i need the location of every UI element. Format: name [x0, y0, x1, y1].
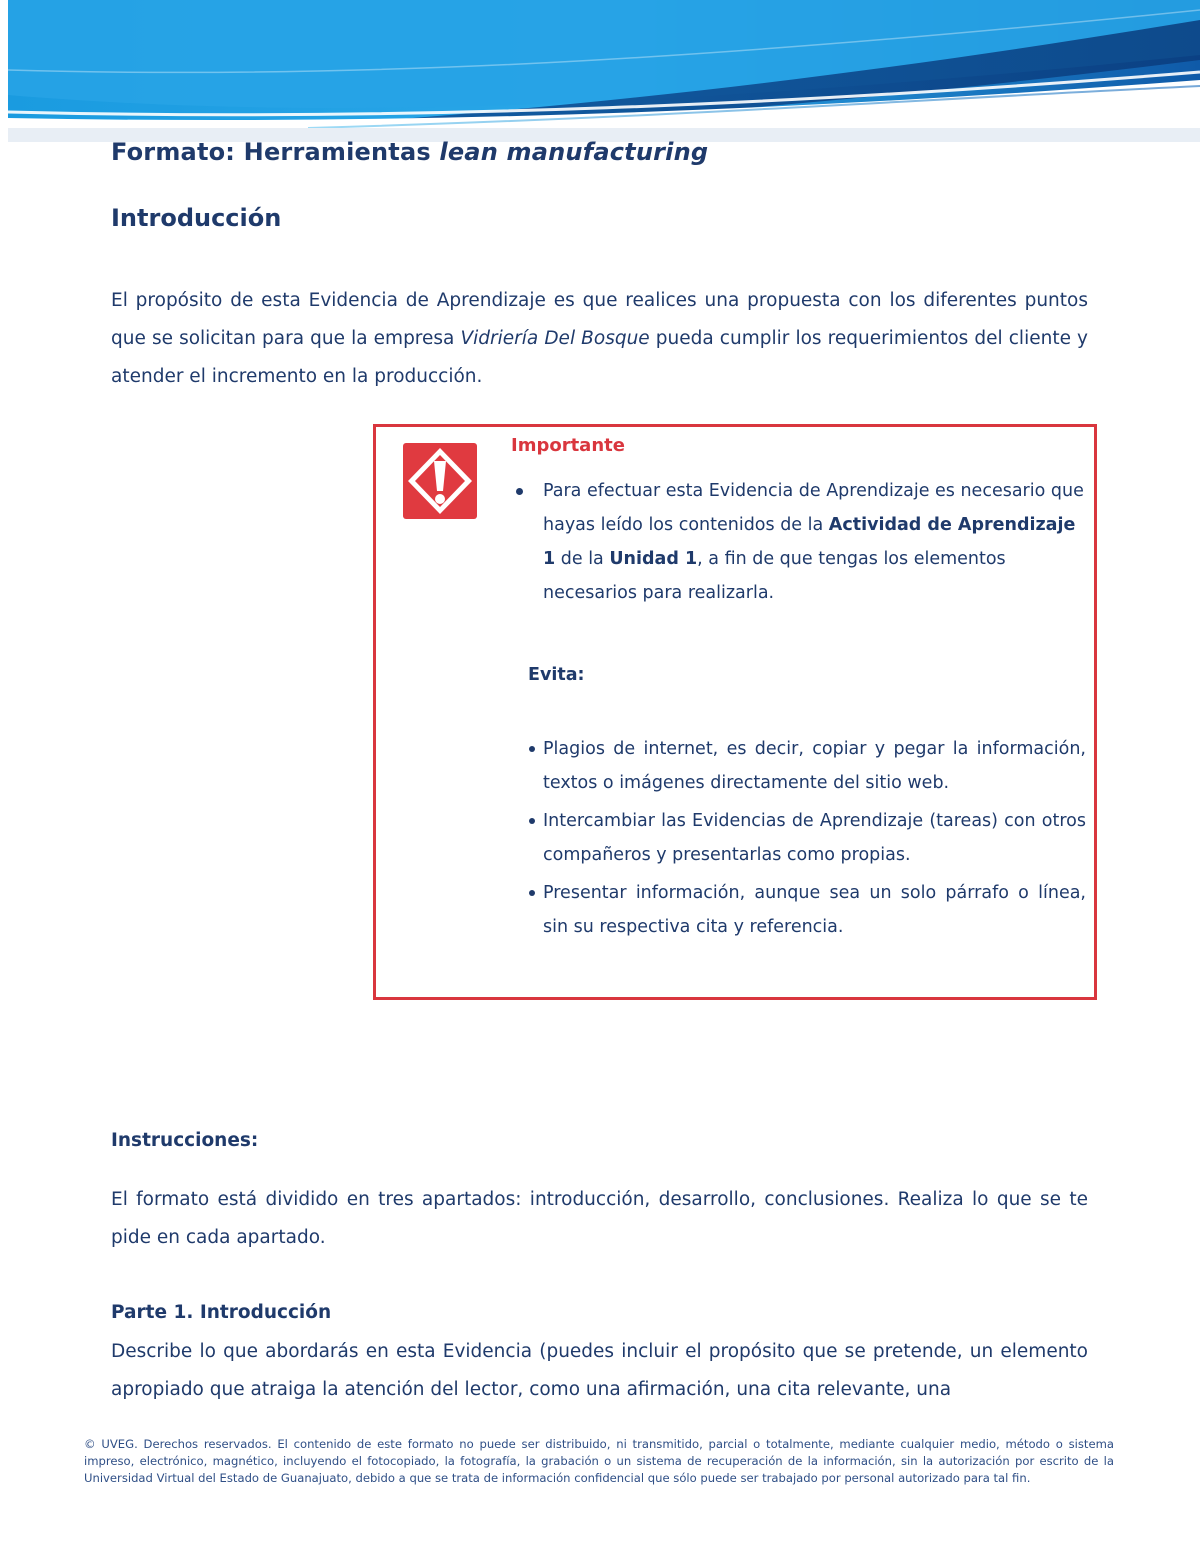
header-banner — [8, 0, 1200, 142]
part1-heading: Parte 1. Introducción — [111, 1302, 332, 1323]
important-title: Importante — [511, 435, 625, 456]
bullet-icon — [529, 818, 535, 824]
warning-diamond-icon — [403, 443, 477, 519]
important-notice-box — [373, 424, 1097, 1000]
list-item: Plagios de internet, es decir, copiar y pegar la información, textos o imágenes directamente del sitio web. — [526, 732, 1086, 800]
part1-paragraph: Describe lo que abordarás en esta Evidencia (puedes incluir el propósito que se pretende, un elemento apropiado que atraiga la atención del lector, como una afirmación, una cita relevante, una — [111, 1341, 1088, 1400]
list-item: Para efectuar esta Evidencia de Aprendizaje es necesario que hayas leído los contenidos de la Actividad de Aprendizaje 1 de la Unidad 1, a fin de que tengas los elementos necesarios para realizarla. — [511, 474, 1086, 610]
unit-name: Unidad 1 — [609, 549, 698, 569]
intro-heading: Introducción — [111, 204, 282, 232]
activity-name: Actividad de Aprendizaje 1 — [543, 515, 1076, 569]
instructions-heading: Instrucciones: — [111, 1130, 259, 1151]
bullet-icon — [529, 890, 535, 896]
banner-wave-graphic — [8, 0, 1200, 142]
evita-title: Evita: — [528, 665, 585, 685]
company-name: Vidriería Del Bosque — [460, 328, 650, 349]
document-title: Formato: Herramientas lean manufacturing — [111, 138, 709, 166]
copyright-footer: © UVEG. Derechos reservados. El contenido de este formato no puede ser distribuido, ni transmitido, parcial o totalmente, mediante cualquier medio, método o sistema impreso, electrónico, magnético, incluyendo el fotocopiado, la fotografía, la grabación o un sistema de recuperación de la información, sin la autorización por escrito de la Universidad Virtual del Estado de Guanajuato, debido a que se trata de información confidencial que sólo puede ser trabajado por personal autorizado para tal fin. — [84, 1437, 1114, 1485]
evita-list — [526, 732, 1086, 948]
bullet-icon — [529, 746, 535, 752]
instructions-paragraph: El formato está dividido en tres apartados: introducción, desarrollo, conclusiones. Realiza lo que se te pide en cada apartado. — [111, 1189, 1088, 1248]
bullet-icon — [516, 488, 523, 495]
list-item: Intercambiar las Evidencias de Aprendizaje (tareas) con otros compañeros y presentarlas como propias. — [526, 804, 1086, 872]
list-item: Presentar información, aunque sea un solo párrafo o línea, sin su respectiva cita y referencia. — [526, 876, 1086, 944]
intro-paragraph: El propósito de esta Evidencia de Aprendizaje es que realices una propuesta con los diferentes puntos que se solicitan para que la empresa Vidriería Del Bosque pueda cumplir los requerimientos del cliente y atender el incremento en la producción. — [111, 290, 1088, 387]
title-italic: lean manufacturing — [439, 138, 709, 166]
important-list — [511, 474, 1086, 610]
